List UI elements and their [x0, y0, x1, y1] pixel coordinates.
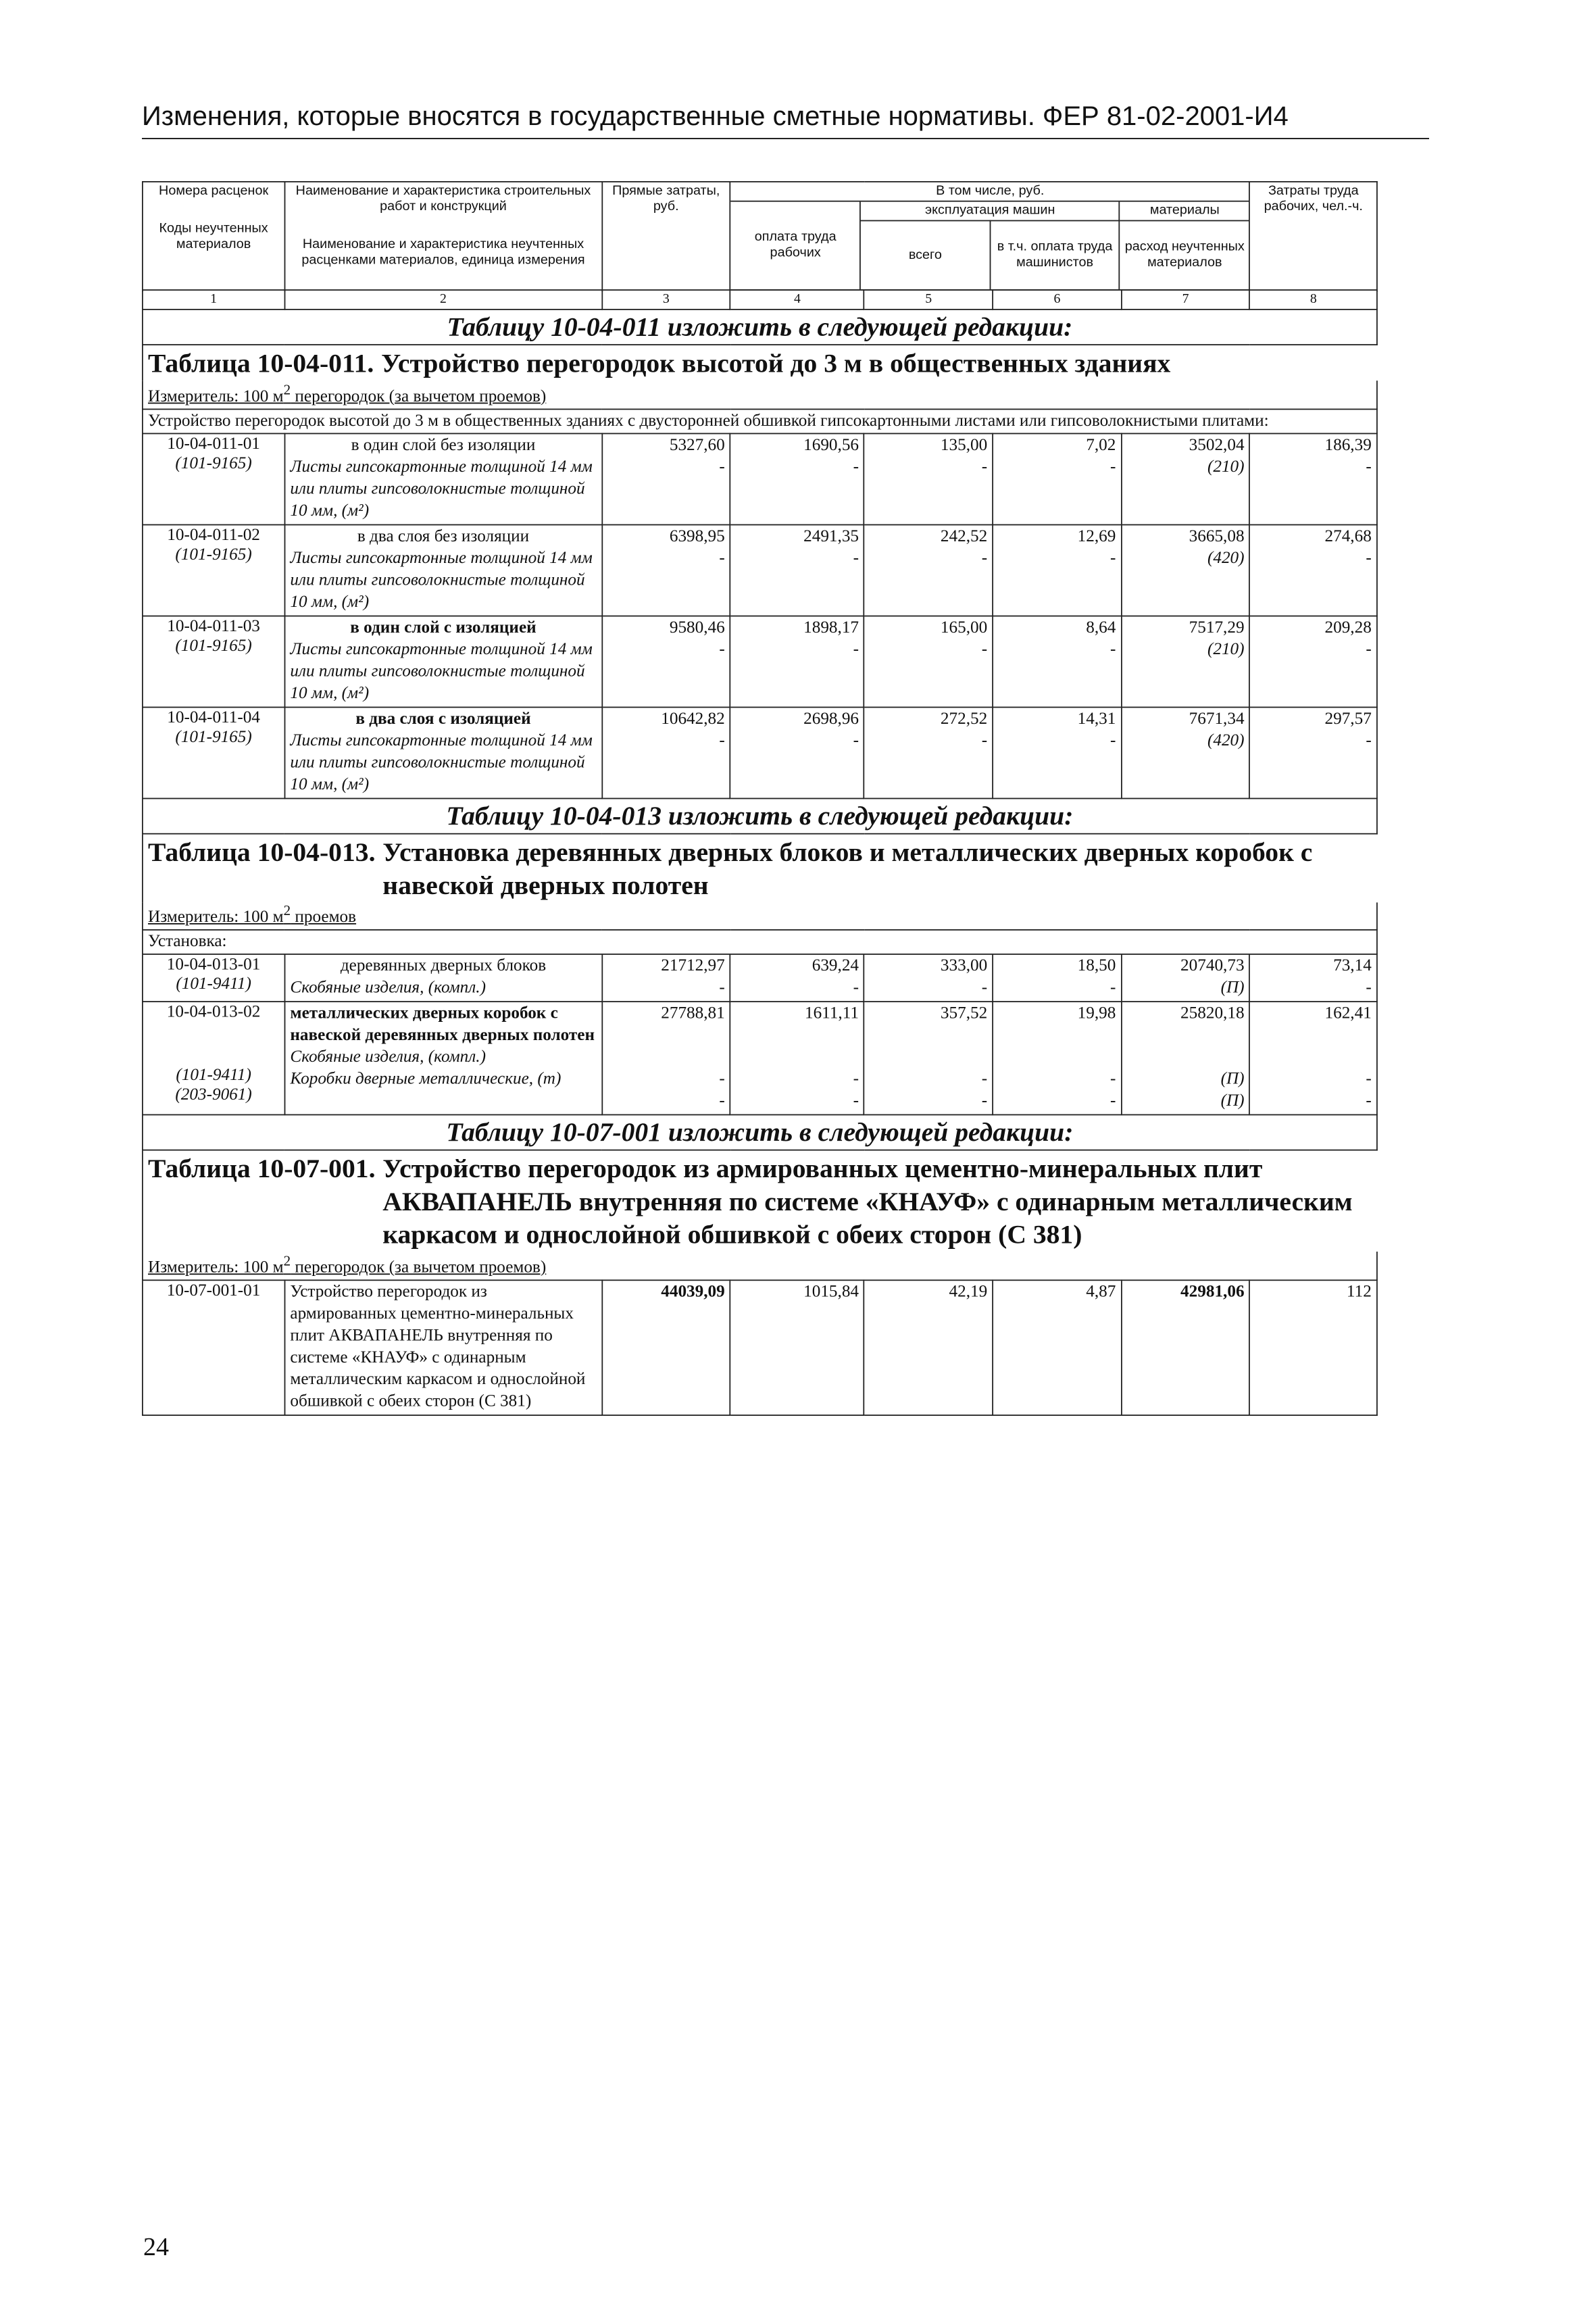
meter-line — [143, 1252, 1377, 1281]
row-code: 10-04-011-03 — [167, 617, 260, 636]
value-material: - — [853, 1092, 859, 1111]
section-instruction — [143, 1115, 1377, 1150]
value-labor-hours: 297,57 — [1324, 710, 1372, 729]
meter-sup: 2 — [283, 382, 291, 398]
value-material: - — [853, 731, 859, 750]
value-material: - — [981, 549, 988, 568]
value-labor-pay: 1898,17 — [803, 618, 859, 637]
table-row — [143, 954, 1377, 1002]
value-direct: 6398,95 — [669, 527, 725, 546]
value-material: - — [1109, 1070, 1116, 1089]
col-num-3: 3 — [602, 290, 730, 310]
value-labor-hours: 274,68 — [1324, 527, 1372, 546]
table-row — [143, 1002, 1377, 1115]
subheading-text: Устройство перегородок высотой до 3 м в общественных зданиях с двусторонней обшивкой гипсокартонными листами или гипсоволокнистыми плитами: — [143, 409, 1377, 433]
meter-rest: перегородок (за вычетом проемов) — [291, 1258, 547, 1277]
col-num-4: 4 — [730, 290, 864, 310]
row-code: 10-04-011-02 — [167, 526, 260, 545]
value-labor-hours: 186,39 — [1324, 436, 1372, 455]
material-code: (101-9165) — [175, 454, 252, 473]
value-material: - — [719, 458, 725, 476]
estimate-table — [142, 181, 1378, 1416]
value-materials: 42981,06 — [1180, 1283, 1245, 1302]
value-machines: 42,19 — [864, 1280, 993, 1415]
table-row — [143, 616, 1377, 707]
meter-rest: проемов — [291, 908, 357, 927]
row-name: металлических дверных коробок с навеской деревянных дверных полотен — [290, 1005, 595, 1045]
material-name: Листы гипсокартонные толщиной 14 мм или плиты гипсоволокнистые толщиной 10 мм, (м²) — [290, 549, 593, 612]
estimate-table-sheet — [142, 181, 1378, 1416]
header-group — [730, 182, 1250, 290]
row-code: 10-04-013-02 — [166, 1004, 261, 1023]
table-title-text: Устройство перегородок из армированных цементно-минеральных плит АКВАПАНЕЛЬ внутренняя по системе «КНАУФ» с одинарным металлическим каркасом и однослойной обшивкой с обеих сторон (С 381) — [382, 1153, 1353, 1250]
row-code: 10-04-011-04 — [167, 708, 260, 727]
value-material: - — [981, 1070, 988, 1089]
material-code: (101-9165) — [175, 728, 252, 747]
value-operators: 7,02 — [1086, 436, 1116, 455]
value-material: - — [853, 549, 859, 568]
column-number-row — [143, 290, 1377, 310]
value-operators: 14,31 — [1077, 710, 1116, 729]
table-title-number: Таблица 10-04-013. — [148, 836, 376, 867]
meter-sup: 2 — [283, 1253, 291, 1269]
value-material: - — [853, 458, 859, 476]
header-c2-bottom: Наименование и характеристика неучтенных расценками материалов, единица измерения — [301, 237, 585, 268]
header-codes — [143, 182, 284, 290]
value-material: - — [1366, 1092, 1372, 1111]
section-instruction — [143, 310, 1377, 345]
value-labor-pay: 1015,84 — [730, 1280, 864, 1415]
header-subgrid — [731, 202, 1249, 290]
value-materials: 3502,04 — [1189, 436, 1245, 455]
value-direct: 44039,09 — [661, 1283, 725, 1302]
header-c6: в т.ч. оплата труда машинистов — [990, 221, 1120, 290]
value-material: - — [1366, 549, 1372, 568]
value-materials: 20740,73 — [1180, 957, 1245, 976]
value-direct: 27788,81 — [661, 1005, 725, 1024]
row-code: 10-04-013-01 — [166, 956, 261, 975]
row-name: в один слой без изоляции — [351, 436, 536, 455]
row-code: 10-07-001-01 — [143, 1280, 284, 1415]
material-code: (101-9165) — [175, 637, 252, 656]
value-operators: 19,98 — [1077, 1005, 1116, 1024]
material-code: (101-9165) — [175, 545, 252, 564]
table-title-number: Таблица 10-07-001. — [148, 1153, 376, 1184]
table-row — [143, 707, 1377, 798]
row-name: в два слоя с изоляцией — [355, 710, 531, 729]
row-name: в два слоя без изоляции — [357, 527, 530, 546]
value-labor-pay: 1611,11 — [804, 1005, 859, 1024]
table-row — [143, 433, 1377, 524]
value-labor-pay: 2491,35 — [803, 527, 859, 546]
meter-label: Измеритель: 100 м — [148, 1258, 284, 1277]
value-operators: 4,87 — [993, 1280, 1121, 1415]
table-title — [143, 833, 1377, 902]
material-name: Листы гипсокартонные толщиной 14 мм или плиты гипсоволокнистые толщиной 10 мм, (м²) — [290, 458, 593, 520]
value-material: - — [1366, 1070, 1372, 1089]
value-machines: 272,52 — [940, 710, 988, 729]
value-direct: 21712,97 — [661, 957, 725, 976]
header-c5: всего — [860, 221, 990, 290]
value-materials: 7517,29 — [1189, 618, 1245, 637]
header-labor: Затраты труда рабочих, чел.-ч. — [1250, 182, 1377, 290]
value-labor-pay: 2698,96 — [803, 710, 859, 729]
subheading — [143, 409, 1377, 433]
meter-sup: 2 — [283, 903, 291, 919]
instruction-text: Таблицу 10-04-011 изложить в следующей редакции: — [143, 310, 1377, 345]
value-material: (П) — [1220, 1092, 1245, 1111]
table-title-text: Установка деревянных дверных блоков и металлических дверных коробок с навеской дверных полотен — [382, 836, 1313, 900]
value-operators: 12,69 — [1077, 527, 1116, 546]
value-material: - — [981, 1092, 988, 1111]
value-material: - — [981, 640, 988, 659]
value-material: - — [1109, 979, 1116, 998]
value-labor-hours: 162,41 — [1324, 1005, 1372, 1024]
subheading-text: Установка: — [143, 930, 1377, 954]
col-num-7: 7 — [1121, 290, 1249, 310]
meter-label: Измеритель: 100 м — [148, 908, 284, 927]
value-materials: 25820,18 — [1180, 1005, 1245, 1024]
row-name: деревянных дверных блоков — [340, 957, 547, 976]
col-num-2: 2 — [284, 290, 601, 310]
table-row — [143, 524, 1377, 616]
value-material: - — [719, 549, 725, 568]
value-direct: 10642,82 — [661, 710, 725, 729]
material-name: Коробки дверные металлические, (т) — [290, 1070, 562, 1089]
material-name: Листы гипсокартонные толщиной 14 мм или плиты гипсоволокнистые толщиной 10 мм, (м²) — [290, 731, 593, 794]
value-material: - — [719, 979, 725, 998]
value-material: - — [719, 1070, 725, 1089]
table-header-row — [143, 182, 1377, 290]
value-material: - — [1366, 979, 1372, 998]
value-material: (П) — [1220, 1070, 1245, 1089]
material-code: (203-9061) — [175, 1086, 252, 1105]
header-group-label: В том числе, руб. — [731, 182, 1249, 202]
table-row — [143, 1280, 1377, 1415]
value-material: (П) — [1220, 979, 1245, 998]
value-material: - — [1109, 640, 1116, 659]
header-c1-top: Номера расценок — [159, 183, 269, 199]
table-title-number: Таблица 10-04-011. — [148, 347, 374, 378]
value-direct: 9580,46 — [669, 618, 725, 637]
meter-line — [143, 902, 1377, 931]
value-machines: 135,00 — [940, 436, 988, 455]
value-material: (210) — [1207, 640, 1245, 659]
value-machines: 242,52 — [940, 527, 988, 546]
row-name: Устройство перегородок из армированных цементно-минеральных плит АКВАПАНЕЛЬ внутренняя по системе «КНАУФ» с одинарным металлическим каркасом и однослойной обшивкой с обеих сторон (С 381) — [284, 1280, 601, 1415]
header-c7: расход неучтенных материалов — [1124, 239, 1245, 270]
header-materials: материалы — [1120, 202, 1249, 221]
value-material: - — [1366, 731, 1372, 750]
header-rule — [142, 138, 1429, 139]
subheading — [143, 930, 1377, 954]
material-name: Скобяные изделия, (компл.) — [290, 979, 486, 998]
col-num-5: 5 — [864, 290, 993, 310]
value-material: - — [981, 979, 988, 998]
value-material: - — [1366, 640, 1372, 659]
material-name: Скобяные изделия, (компл.) — [290, 1048, 486, 1067]
value-material: (210) — [1207, 458, 1245, 476]
value-labor-pay: 1690,56 — [803, 436, 859, 455]
header-c4: оплата труда рабочих — [731, 202, 861, 290]
value-labor-hours: 209,28 — [1324, 618, 1372, 637]
value-labor-pay: 639,24 — [812, 957, 859, 976]
header-c2-top: Наименование и характеристика строительных работ и конструкций — [295, 183, 591, 214]
value-labor-hours: 112 — [1250, 1280, 1377, 1415]
value-materials: 3665,08 — [1189, 527, 1245, 546]
value-labor-hours: 73,14 — [1333, 957, 1372, 976]
value-material: - — [1109, 458, 1116, 476]
page-number: 24 — [143, 2233, 169, 2261]
row-code: 10-04-011-01 — [167, 435, 260, 453]
value-material: - — [981, 731, 988, 750]
table-title — [143, 345, 1377, 380]
meter-line — [143, 380, 1377, 409]
value-materials: 7671,34 — [1189, 710, 1245, 729]
value-material: - — [853, 1070, 859, 1089]
value-material: - — [1109, 731, 1116, 750]
value-material: (420) — [1207, 549, 1245, 568]
section-instruction — [143, 798, 1377, 833]
table-title — [143, 1150, 1377, 1252]
header-direct-costs: Прямые затраты, руб. — [602, 182, 730, 290]
value-material: - — [719, 731, 725, 750]
table-title-text: Устройство перегородок высотой до 3 м в общественных зданиях — [381, 347, 1171, 378]
value-material: - — [1109, 549, 1116, 568]
value-material: - — [853, 640, 859, 659]
value-direct: 5327,60 — [669, 436, 725, 455]
value-material: - — [1109, 1092, 1116, 1111]
value-machines: 357,52 — [940, 1005, 988, 1024]
meter-label: Измеритель: 100 м — [148, 387, 284, 406]
material-code: (101-9411) — [176, 1066, 251, 1085]
col-num-1: 1 — [143, 290, 284, 310]
value-material: - — [981, 458, 988, 476]
instruction-text: Таблицу 10-07-001 изложить в следующей редакции: — [143, 1115, 1377, 1150]
value-operators: 8,64 — [1086, 618, 1116, 637]
header-machines: эксплуатация машин — [860, 202, 1119, 221]
value-material: - — [719, 1092, 725, 1111]
value-material: - — [853, 979, 859, 998]
header-names — [284, 182, 601, 290]
col-num-8: 8 — [1250, 290, 1377, 310]
value-operators: 18,50 — [1077, 957, 1116, 976]
value-material: - — [1366, 458, 1372, 476]
value-material: (420) — [1207, 731, 1245, 750]
row-name: в один слой с изоляцией — [350, 618, 537, 637]
header-c1-bottom: Коды неучтенных материалов — [159, 221, 268, 252]
value-material: - — [719, 640, 725, 659]
value-machines: 165,00 — [940, 618, 988, 637]
value-machines: 333,00 — [940, 957, 988, 976]
meter-rest: перегородок (за вычетом проемов) — [291, 387, 547, 406]
material-code: (101-9411) — [176, 975, 251, 994]
running-header: Изменения, которые вносятся в государственные сметные нормативы. ФЕР 81-02-2001-И4 — [142, 101, 1289, 131]
material-name: Листы гипсокартонные толщиной 14 мм или плиты гипсоволокнистые толщиной 10 мм, (м²) — [290, 640, 593, 703]
col-num-6: 6 — [993, 290, 1121, 310]
instruction-text: Таблицу 10-04-013 изложить в следующей редакции: — [143, 798, 1377, 833]
